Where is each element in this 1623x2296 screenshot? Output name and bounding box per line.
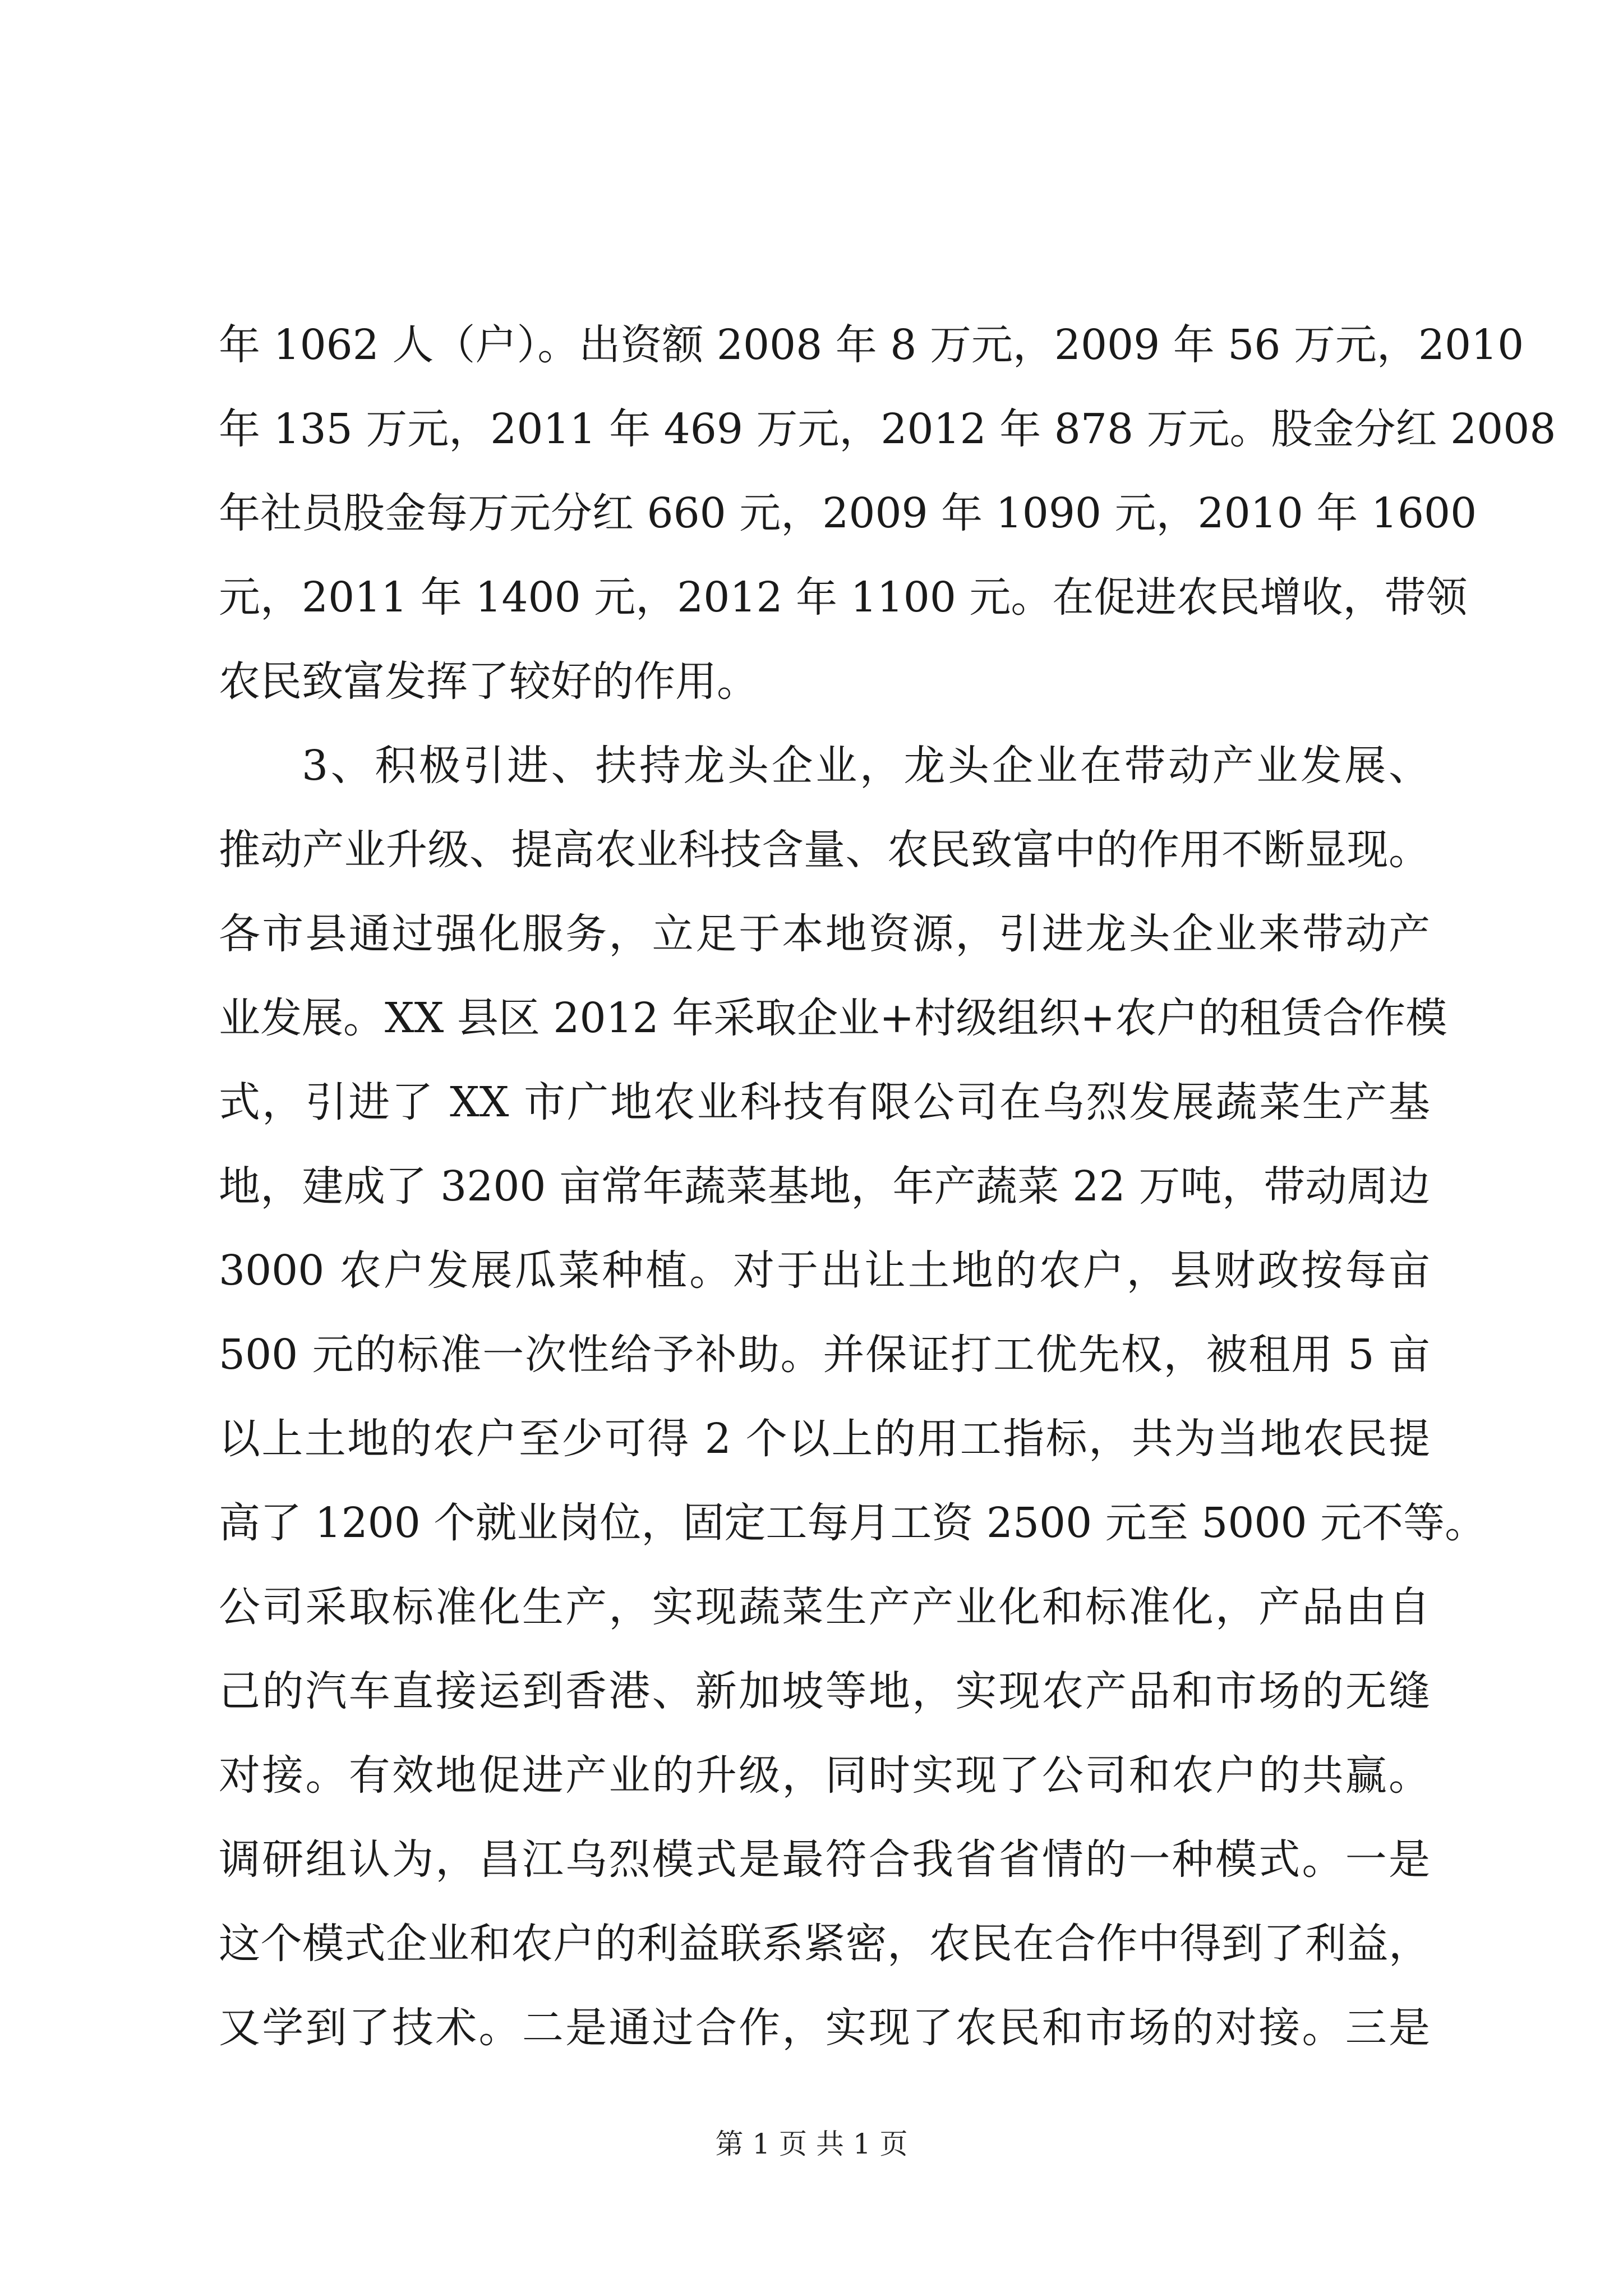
text-line: 地，建成了 3200 亩常年蔬菜基地，年产蔬菜 22 万吨，带动周边 [219,1162,1430,1211]
text-line: 3000 农户发展瓜菜种植。对于出让土地的农户，县财政按每亩 [219,1246,1430,1295]
text-line: 以上土地的农户至少可得 2 个以上的用工指标，共为当地农民提 [219,1415,1430,1463]
text-line: 己的汽车直接运到香港、新加坡等地，实现农产品和市场的无缝 [219,1667,1430,1715]
paragraph-1 [219,303,1556,724]
text-line: 推动产业升级、提高农业科技含量、农民致富中的作用不断显现。 [219,826,1430,874]
paragraph-2 [219,724,1487,2070]
page-number-label: 第 1 页 共 1 页 [715,2128,908,2160]
text-line: 对接。有效地促进产业的升级，同时实现了公司和农户的共赢。 [219,1751,1430,1800]
text-line: 式，引进了 XX 市广地农业科技有限公司在乌烈发展蔬菜生产基 [219,1078,1430,1126]
text-line: 各市县通过强化服务，立足于本地资源，引进龙头企业来带动产 [219,910,1430,958]
text-line: 高了 1200 个就业岗位，固定工每月工资 2500 元至 5000 元不等。 [219,1499,1487,1547]
text-line: 年 135 万元，2011 年 469 万元，2012 年 878 万元。股金分红 2008 [219,405,1556,453]
text-line: 元，2011 年 1400 元，2012 年 1100 元。在促进农民增收，带领 [219,573,1468,622]
page-footer [0,2127,1623,2161]
text-line: 年社员股金每万元分红 660 元，2009 年 1090 元，2010 年 1600 [219,489,1477,537]
text-line: 这个模式企业和农户的利益联系紧密，农民在合作中得到了利益， [219,1920,1430,1968]
text-line: 年 1062 人（户）。出资额 2008 年 8 万元，2009 年 56 万元，2010 [219,321,1524,369]
text-line: 又学到了技术。二是通过合作，实现了农民和市场的对接。三是 [219,2004,1430,2052]
text-line: 公司采取标准化生产，实现蔬菜生产产业化和标准化，产品由自 [219,1583,1430,1631]
text-line: 调研组认为，昌江乌烈模式是最符合我省省情的一种模式。一是 [219,1835,1430,1884]
text-line: 农民致富发挥了较好的作用。 [219,657,758,706]
text-line: 500 元的标准一次性给予补助。并保证打工优先权，被租用 5 亩 [219,1331,1430,1379]
text-line: 业发展。XX 县区 2012 年采取企业+村级组织+农户的租赁合作模 [219,994,1447,1042]
document-body [219,303,1556,2070]
text-line: 3、积极引进、扶持龙头企业，龙头企业在带动产业发展、 [302,742,1430,790]
